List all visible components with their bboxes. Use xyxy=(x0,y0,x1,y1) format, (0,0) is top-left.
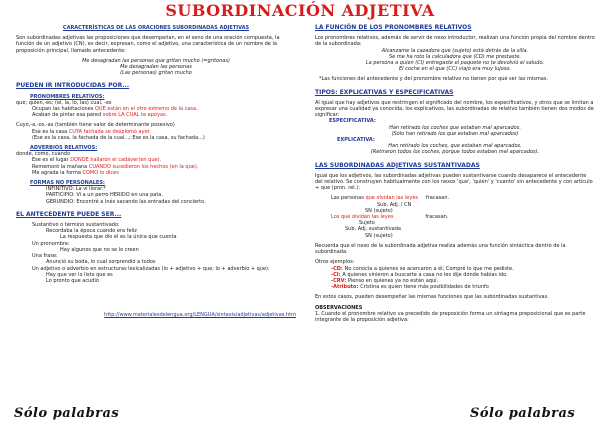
highlight: QUE están en el otro extremo de la casa. xyxy=(94,106,198,113)
paragraph: Son subordinadas adjetivas las proposiciones que desempeñan, en el seno de una oración compuesta, la función de un adjetivo (CN), es decir, expresan, como el adjetivo, una característica de un nombre de la proposición principal, llamado antecedente: xyxy=(16,35,280,54)
text: A quienes vinieron a buscarte a casa no les dije dónde habías ido. xyxy=(342,271,508,278)
example: (Retiraron todos los coches, porque todos estaban mal aparcados). xyxy=(370,149,540,156)
highlight: Los que olvidan las leyes xyxy=(331,214,394,221)
analysis-label: SN (sujeto) xyxy=(365,232,393,239)
text-line: Sustantivo o término sustantivado: xyxy=(32,222,120,229)
text-line: Un pronombre: xyxy=(32,240,70,247)
section-heading: EL ANTECEDENTE PUEDE SER... xyxy=(16,210,122,218)
analysis-label: Sujeto xyxy=(359,220,375,227)
highlight: CUYA fachada se desplomó ayer. xyxy=(68,128,151,135)
text: No conocía a quienes se acercaron a él; Compré lo que me pediste. xyxy=(344,265,514,272)
highlight: CUANDO sucedieron los hechos (en la que). xyxy=(88,163,199,170)
text: Las personas xyxy=(331,195,366,202)
text: Ese es el lugar xyxy=(32,157,71,164)
text-line: donde, como, cuando xyxy=(16,151,71,158)
logo-right: Sólo palabras xyxy=(470,406,576,421)
paragraph: Los pronombres relativos, además de servir de nexo introductor, realizan una función propia del nombre dentro de la subordinada: xyxy=(315,35,595,48)
function-label: -CD: xyxy=(331,265,345,272)
analysis-label: Sub. Adj. sustantivada xyxy=(345,226,401,233)
text: Ocupan las habitaciones xyxy=(32,106,95,113)
text-line: INFINITIVO: La vi llorar.* xyxy=(46,186,106,193)
note: *Las funciones del antecedente y del pronombre relativo no tienen por qué ser las mismas. xyxy=(319,76,549,83)
text-line: Hay que ver lo listo que es xyxy=(46,271,113,278)
text-line: Otros ejemplos: xyxy=(315,259,355,266)
text: Rememoró la mañana xyxy=(32,163,89,170)
highlight: sobre LA CUAL te apoyas. xyxy=(102,112,168,119)
highlight: COMO lo dices xyxy=(82,169,119,176)
text-line: Hay algunos que no se lo creen xyxy=(60,246,139,253)
text-line: Cuyo,-a,-os,-as (también tiene valor de determinante posesivo) xyxy=(16,122,175,129)
paragraph: Recuerda que el nexo de la subordinada adjetiva realiza además una función sintáctica dentro de la subordinada. xyxy=(315,242,566,256)
function-label: -CI: xyxy=(331,271,343,278)
analysis-label: Sub. Adj. / CN xyxy=(377,201,412,208)
example: (Las personas) gritan mucho xyxy=(120,70,192,77)
text-line: GERUNDIO: Encontré a Inés sacando las entradas del concierto. xyxy=(46,198,206,205)
text: Acaban de pintar esa pared xyxy=(32,112,103,119)
text: fracasan. xyxy=(425,195,450,202)
example: Han retirado los coches que estaban mal aparcados. xyxy=(389,124,521,131)
paragraph: 1. Cuando el pronombre relativo va precedido de preposición forma un sintagma preposicional que es parte integrante de la proposición adjetiva: xyxy=(315,310,586,323)
section-heading: LAS SUBORDINADAS ADJETIVAS SUSTANTIVADAS xyxy=(315,161,480,169)
example: Han retirado los coches, que estaban mal aparcados. xyxy=(388,143,522,150)
function-label: -CRV: xyxy=(331,277,348,284)
label-especificativa: ESPECIFICATIVA: xyxy=(329,118,376,125)
section-heading: CARACTERÍSTICAS DE LAS ORACIONES SUBORDINADAS ADJETIVAS xyxy=(62,25,250,31)
text-line: Lo pronto que acudió xyxy=(46,277,99,284)
text: fracasan. xyxy=(425,214,449,221)
text: Pienso en quienes ya no están aquí. xyxy=(347,277,439,284)
highlight: DONDE hallaron el cadáver(en que). xyxy=(70,157,162,164)
text-line: Recordaba la época cuando era feliz xyxy=(46,228,137,235)
analysis-label: SN (sujeto) xyxy=(365,207,393,214)
subheading: FORMAS NO PERSONALES: xyxy=(30,180,105,187)
logo-left: Sólo palabras xyxy=(14,406,120,421)
text: Ese es la casa xyxy=(32,128,69,135)
example: La persona a quien (CI) entregaste el paquete no te devolvió el saludo. xyxy=(365,60,545,67)
text: Cristina es quien tiene más posibilidades de triunfo xyxy=(360,284,489,291)
label-explicativa: EXPLICATIVA: xyxy=(337,137,375,144)
text-line: (Ese es la casa, la fachada de la cual...; Ese es la casa, su fachada...) xyxy=(32,134,205,141)
source-link[interactable]: http://www.materialesdelengua.org/LENGUA/sintaxis/adjetivas/adjetivas.htm xyxy=(104,312,296,319)
text-line: La respuesta que dio él es la única que cuenta xyxy=(60,234,177,241)
section-heading: PUEDEN IR INTRODUCIDAS POR... xyxy=(16,82,130,90)
text-line: Una frase: xyxy=(32,253,58,260)
page-title: SUBORDINACIÓN ADJETIVA xyxy=(165,1,435,20)
example: El coche en el que (CC) viajó era muy lujoso. xyxy=(399,66,511,73)
highlight: que olvidan las leyes xyxy=(365,195,419,202)
text-line: Anunció su boda, lo cual sorprendió a todos xyxy=(46,259,156,266)
paragraph: Igual que los adjetivos, las subordinadas adjetivas pueden sustantivarse cuando desaparece el antecedente del relativo. Se construyen habitualmente con los nexos 'que', 'quien' y 'cuanto' sin antecedente y con artículo + que (pron. rel.): xyxy=(315,172,593,192)
observaciones-heading: OBSERVACIONES xyxy=(315,304,363,311)
example: Alcanzame la cazadora que (sujeto) está detrás de la silla. xyxy=(381,47,529,54)
right-column xyxy=(315,25,595,323)
example: Me desagradan las personas xyxy=(120,64,192,71)
subheading: ADVERBIOS RELATIVOS: xyxy=(30,145,98,152)
text-line: Un adjetivo o adverbio en estructuras lexicalizadas (lo + adjetivo + que; lo + adverbio + que): xyxy=(32,265,270,272)
subheading: PRONOMBRES RELATIVOS: xyxy=(30,93,105,100)
text: Me agrada la forma xyxy=(32,169,83,176)
function-label: -Atributo: xyxy=(331,284,361,291)
paragraph: En estos casos, pueden desempeñar las mismas funciones que las subordinadas sustantivas. xyxy=(315,294,549,301)
example: Me desagradan las personas que gritan mucho (=gritonas) xyxy=(82,57,230,64)
paragraph: Al igual que hay adjetivos que restringen el significado del nombre, los especificativos, y otros que se limitan a expresar una cualidad ya conocida, los explicativos, las subordinadas de relativo también tienen dos modos de significar: xyxy=(315,99,594,119)
section-heading: LA FUNCIÓN DE LOS PRONOMBRES RELATIVOS xyxy=(315,24,472,31)
section-heading: TIPOS: EXPLICATIVAS Y ESPECIFICATIVAS xyxy=(315,88,454,96)
text-line: que; quien,-es; (el, la, lo, las) cual, -es xyxy=(16,99,112,106)
example: (Sólo han retirado los que estaban mal aparcados) xyxy=(391,130,519,137)
left-column xyxy=(16,25,296,318)
example: Se me ha roto la calculadora que (CD) me prestaste. xyxy=(388,53,522,60)
text-line: PARTICIPIO: Vi a un perro HERIDO en una pata. xyxy=(46,192,163,199)
